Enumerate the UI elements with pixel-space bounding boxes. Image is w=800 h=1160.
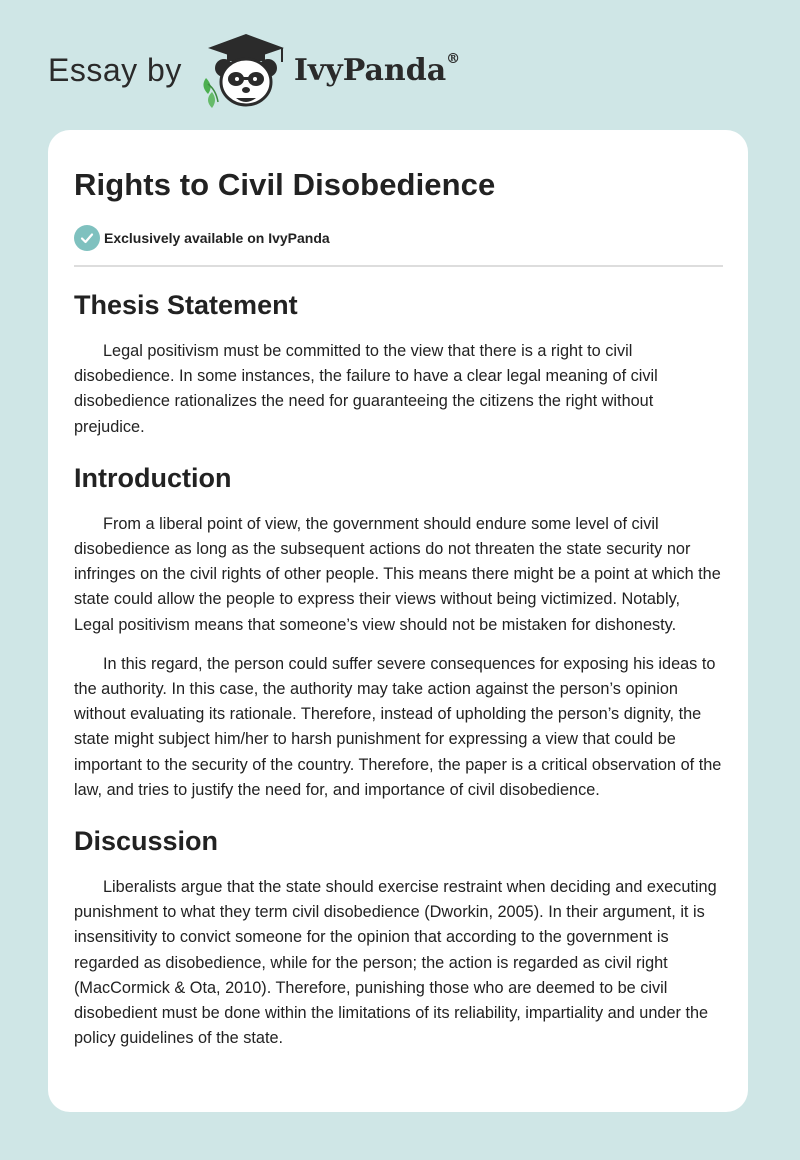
exclusive-badge-label: Exclusively available on IvyPanda [104,230,330,246]
section-heading-discussion: Discussion [74,826,219,857]
registered-mark: ® [446,50,461,67]
exclusive-badge [74,225,722,251]
paragraph: From a liberal point of view, the government should endure some level of civil disobedience as long as the subsequent actions do not threaten the state security nor infringes on the civil rights of other people. This means there might be a point at which the state could allow the people to express their views without being victimized. Notably, Legal positivism means that someone’s view should not be mistaken for dishonesty. [74,514,721,634]
brand-name-text: IvyPanda [293,52,447,88]
essay-card [48,130,748,1112]
paragraph: Legal positivism must be committed to the view that there is a right to civil disobedience. In some instances, the failure to have a clear legal meaning of civil disobedience rationalizes the need for guaranteeing the citizens the right without prejudice. [74,342,658,436]
ivypanda-logo[interactable] [196,30,292,110]
divider [74,265,723,267]
section-heading-thesis: Thesis Statement [74,290,298,320]
site-header [48,30,460,110]
page-title: Rights to Civil Disobedience [74,167,496,202]
essay-by-label: Essay by [48,51,182,88]
check-circle-icon [74,225,100,251]
section-heading-introduction: Introduction [74,462,232,493]
ivypanda-wordmark [293,50,461,88]
panda-graduate-icon [196,30,292,110]
paragraph: In this regard, the person could suffer severe consequences for exposing his ideas to the authority. In this case, the authority may take action against the person’s opinion without evaluating its rationale. Therefore, instead of upholding the person’s dignity, the state might subject him/her to harsh punishment for expressing a view that could be important to the security of the country. Therefore, the paper is a critical observation of the law, and tries to justify the need for, and importance of civil disobedience. [74,654,722,799]
paragraph: Liberalists argue that the state should exercise restraint when deciding and executing punishment to what they term civil disobedience (Dworkin, 2005). In their argument, it is insensitivity to convict someone for the opinion that according to the government is regarded as disobedience, while for the person; the action is regarded as civil right (MacCormick & Ota, 2010). Therefore, punishing those who are deemed to be civil disobedient must be done within the limitations of its reliability, impartiality and under the policy guidelines of the state. [74,878,717,1048]
